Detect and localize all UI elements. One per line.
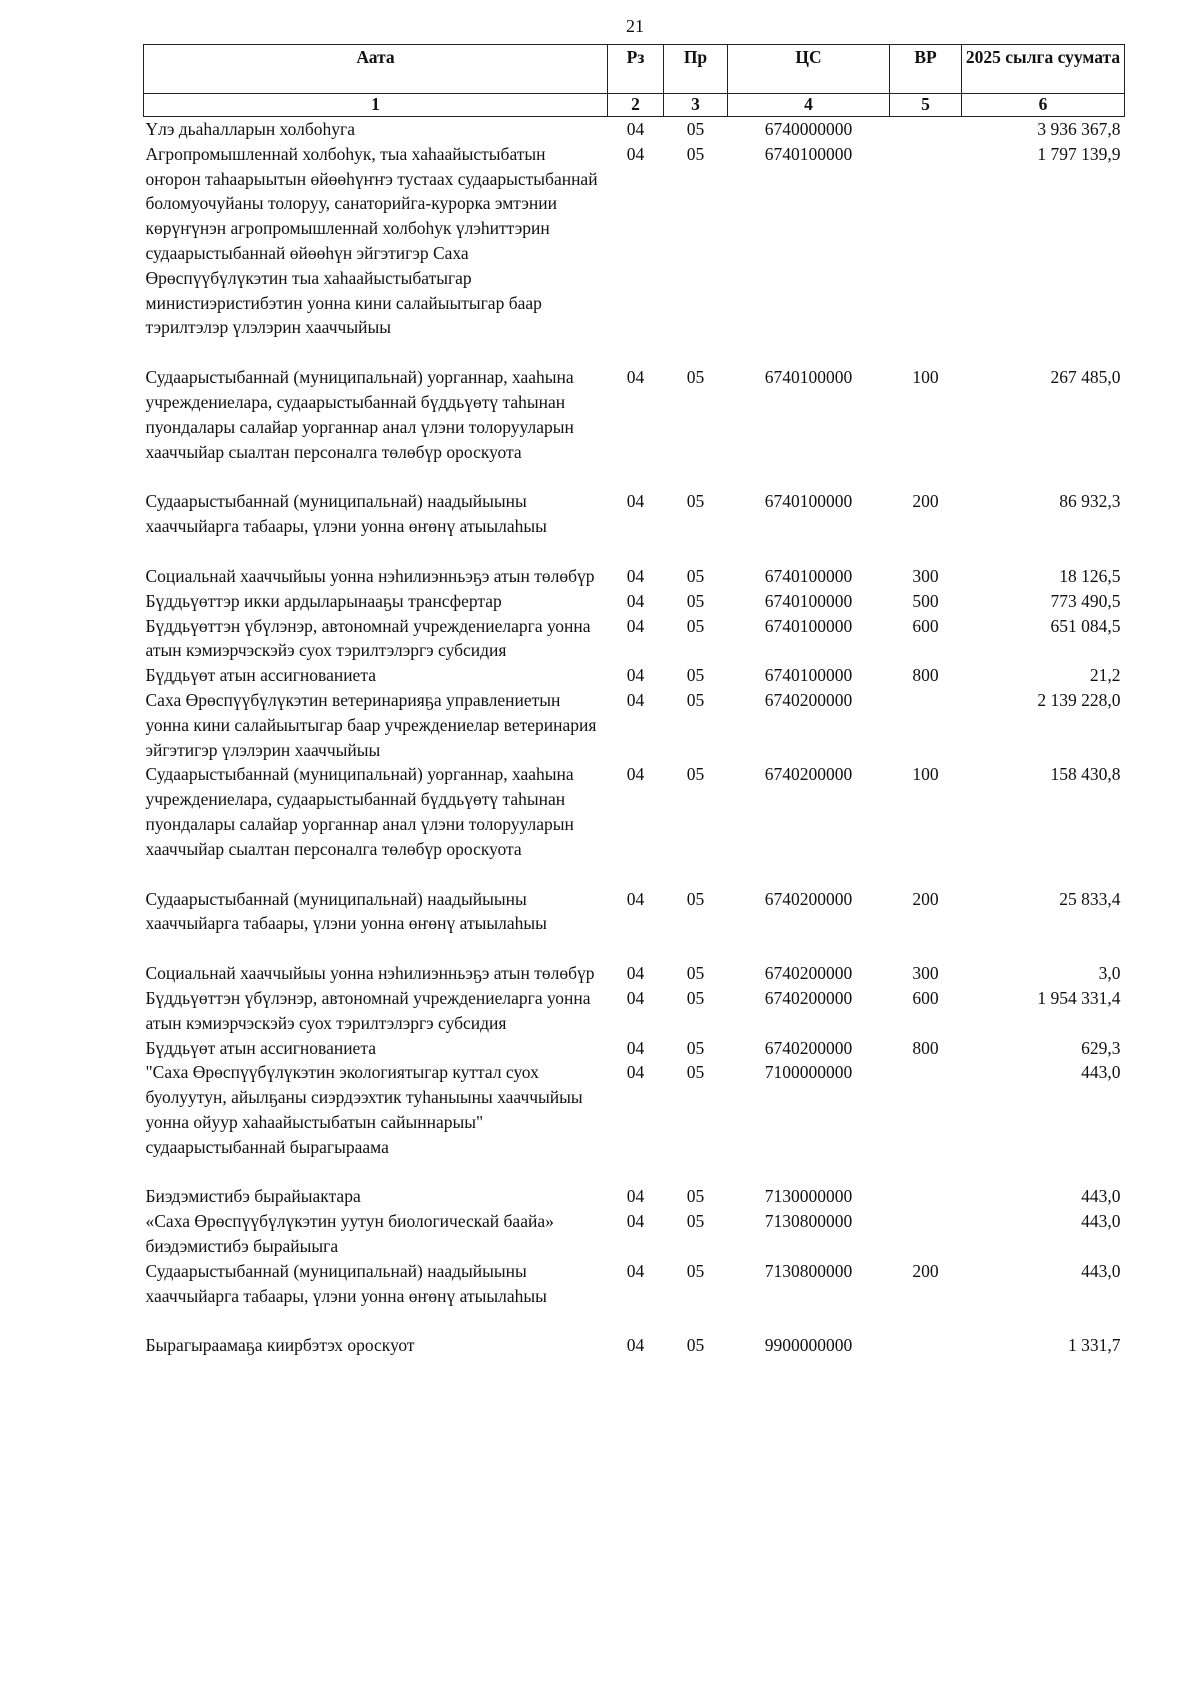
row-rz: 04 — [626, 665, 645, 686]
row-cs: 6740100000 — [764, 590, 853, 611]
table-row — [144, 762, 1125, 886]
row-vr: 300 — [912, 963, 939, 984]
row-vr: 800 — [912, 665, 939, 686]
row-vr: 200 — [912, 1260, 939, 1281]
table-row — [144, 614, 1125, 664]
header-name: Аата — [144, 45, 608, 94]
row-name: Агропромышленнай холбоһук, тыа хаһаайыстыбатын оҥорон таһаарыытын өйөөһүҥҥэ тустаах судаарыстыбаннай боломуочуйаны толоруу, санаторийга-курорка эмтэнии көрүҥүнэн агропромышленнай холбоһук үлэһиттэрин судаарыстыбаннай өйөөһүн эйгэтигэр Саха Өрөспүүбүлүкэтин тыа хаһаайыстыбатыгар министиэристибэтин уонна кини салайыытыгар баар тэрилтэлэр үлэлэрин хааччыйыы — [145, 143, 598, 338]
table-row — [144, 589, 1125, 614]
row-vr — [890, 142, 962, 365]
row-rz: 04 — [626, 689, 645, 710]
row-name: Бүддьүөт атын ассигнованиета — [145, 1037, 376, 1058]
row-amount: 629,3 — [1081, 1037, 1121, 1058]
row-cs: 6740200000 — [764, 689, 853, 710]
row-name: Бүддьүөт атын ассигнованиета — [145, 665, 376, 686]
row-pr: 05 — [686, 1062, 705, 1083]
row-cs: 7100000000 — [764, 1062, 853, 1083]
row-name: Бүддьүөттэр икки ардыларынааҕы трансфертар — [145, 590, 502, 611]
row-vr — [890, 1333, 962, 1358]
row-amount: 443,0 — [1081, 1186, 1121, 1207]
row-cs: 6740100000 — [764, 143, 853, 164]
column-number: 4 — [728, 94, 890, 117]
row-name: Социальнай хааччыйыы уонна нэһилиэнньэҕэ атын төлөбүр — [145, 565, 595, 586]
row-cs: 9900000000 — [764, 1335, 853, 1356]
row-rz: 04 — [626, 590, 645, 611]
row-vr — [890, 1184, 962, 1209]
table-row — [144, 688, 1125, 762]
row-pr: 05 — [686, 665, 705, 686]
table-row — [144, 142, 1125, 365]
column-number: 2 — [608, 94, 664, 117]
row-vr: 100 — [912, 367, 939, 388]
row-vr: 600 — [912, 987, 939, 1008]
row-vr: 600 — [912, 615, 939, 636]
row-cs: 7130800000 — [764, 1211, 853, 1232]
row-rz: 04 — [626, 888, 645, 909]
row-cs: 7130000000 — [764, 1186, 853, 1207]
row-rz: 04 — [626, 615, 645, 636]
row-name: Судаарыстыбаннай (муниципальнай) уорганнар, хааһына учреждениелара, судаарыстыбаннай бүддьүөтү таһынан пуондалары салайар уорганнар анал үлэни толорууларын хааччыйар сыалтан персоналга төлөбүр ороскуота — [145, 764, 574, 859]
header-pr: Пр — [664, 45, 728, 94]
table-row — [144, 986, 1125, 1036]
row-rz: 04 — [626, 1037, 645, 1058]
row-name: Саха Өрөспүүбүлүкэтин ветеринарияҕа управлениетын уонна кини салайыытыгар баар учреждениелар ветеринария эйгэтигэр үлэлэрин хааччыйыы — [145, 689, 597, 760]
row-name: Судаарыстыбаннай (муниципальнай) наадыйыыны хааччыйарга табаары, үлэни уонна өҥөнү атыылаһыы — [145, 1260, 547, 1306]
row-cs: 6740200000 — [764, 987, 853, 1008]
row-amount: 443,0 — [1081, 1211, 1121, 1232]
row-pr: 05 — [686, 963, 705, 984]
header-vr: ВР — [890, 45, 962, 94]
row-amount: 1 954 331,4 — [1037, 987, 1121, 1008]
row-cs: 6740100000 — [764, 367, 853, 388]
header-cs: ЦС — [728, 45, 890, 94]
row-vr: 100 — [912, 764, 939, 785]
table-row — [144, 1060, 1125, 1184]
row-cs: 6740000000 — [764, 119, 853, 139]
row-name: Бырагыраамаҕа киирбэтэх ороскуот — [145, 1335, 415, 1356]
row-amount: 3 936 367,8 — [1037, 119, 1121, 139]
row-pr: 05 — [686, 888, 705, 909]
row-pr: 05 — [686, 590, 705, 611]
page-number: 21 — [626, 16, 644, 36]
row-amount: 158 430,8 — [1050, 764, 1121, 785]
row-vr — [890, 1060, 962, 1184]
row-cs: 6740200000 — [764, 888, 853, 909]
row-pr: 05 — [686, 367, 705, 388]
row-amount: 443,0 — [1081, 1260, 1121, 1281]
row-pr: 05 — [686, 491, 705, 512]
row-vr: 200 — [912, 888, 939, 909]
row-name: Социальнай хааччыйыы уонна нэһилиэнньэҕэ атын төлөбүр — [145, 963, 595, 984]
row-pr: 05 — [686, 1211, 705, 1232]
row-cs: 6740200000 — [764, 963, 853, 984]
row-amount: 2 139 228,0 — [1037, 689, 1121, 710]
table-row — [144, 1184, 1125, 1209]
row-vr — [890, 117, 962, 142]
table-row — [144, 489, 1125, 564]
row-cs: 6740100000 — [764, 491, 853, 512]
table-row — [144, 117, 1125, 142]
row-pr: 05 — [686, 764, 705, 785]
row-rz: 04 — [626, 987, 645, 1008]
header-row — [144, 45, 1125, 94]
column-number: 1 — [144, 94, 608, 117]
row-name: Бүддьүөттэн үбүлэнэр, автономнай учреждениеларга уонна атын кэмиэрчэскэйэ суох тэрилтэлэргэ субсидия — [145, 987, 591, 1033]
row-vr — [890, 688, 962, 762]
row-amount: 86 932,3 — [1059, 491, 1121, 512]
row-rz: 04 — [626, 1062, 645, 1083]
row-vr: 500 — [912, 590, 939, 611]
row-rz: 04 — [626, 119, 645, 139]
table-row — [144, 663, 1125, 688]
table-row — [144, 1209, 1125, 1259]
row-pr: 05 — [686, 987, 705, 1008]
column-number-row — [144, 94, 1125, 117]
table-header — [144, 45, 1125, 117]
row-cs: 7130800000 — [764, 1260, 853, 1281]
column-number: 6 — [962, 94, 1125, 117]
row-rz: 04 — [626, 143, 645, 164]
table-row — [144, 365, 1125, 489]
row-pr: 05 — [686, 1037, 705, 1058]
row-pr: 05 — [686, 1335, 705, 1356]
table-row — [144, 1333, 1125, 1358]
row-amount: 773 490,5 — [1050, 590, 1121, 611]
row-pr: 05 — [686, 565, 705, 586]
row-vr — [890, 1209, 962, 1259]
row-cs: 6740100000 — [764, 565, 853, 586]
row-amount: 1 331,7 — [1068, 1335, 1121, 1356]
row-amount: 443,0 — [1081, 1062, 1121, 1083]
row-cs: 6740200000 — [764, 764, 853, 785]
row-rz: 04 — [626, 1186, 645, 1207]
row-rz: 04 — [626, 491, 645, 512]
row-cs: 6740200000 — [764, 1037, 853, 1058]
row-name: Судаарыстыбаннай (муниципальнай) уорганнар, хааһына учреждениелара, судаарыстыбаннай бүддьүөтү таһынан пуондалары салайар уорганнар анал үлэни толорууларын хааччыйар сыалтан персоналга төлөбүр ороскуота — [145, 367, 574, 462]
row-rz: 04 — [626, 1211, 645, 1232]
column-number: 3 — [664, 94, 728, 117]
column-number: 5 — [890, 94, 962, 117]
table-row — [144, 564, 1125, 589]
table-row — [144, 961, 1125, 986]
row-amount: 1 797 139,9 — [1037, 143, 1121, 164]
table-row — [144, 887, 1125, 962]
row-pr: 05 — [686, 615, 705, 636]
table-body — [144, 117, 1125, 1359]
row-rz: 04 — [626, 565, 645, 586]
row-pr: 05 — [686, 119, 705, 139]
row-name: Биэдэмистибэ бырайыактара — [145, 1186, 361, 1207]
row-name: Үлэ дьаһалларын холбоһуга — [145, 119, 355, 139]
header-rz: Рз — [608, 45, 664, 94]
row-rz: 04 — [626, 963, 645, 984]
row-name: Судаарыстыбаннай (муниципальнай) наадыйыыны хааччыйарга табаары, үлэни уонна өҥөнү атыылаһыы — [145, 888, 547, 934]
row-pr: 05 — [686, 1260, 705, 1281]
table-row — [144, 1259, 1125, 1334]
row-amount: 25 833,4 — [1059, 888, 1121, 909]
row-cs: 6740100000 — [764, 615, 853, 636]
row-name: Бүддьүөттэн үбүлэнэр, автономнай учреждениеларга уонна атын кэмиэрчэскэйэ суох тэрилтэлэргэ субсидия — [145, 615, 591, 661]
row-name: Судаарыстыбаннай (муниципальнай) наадыйыыны хааччыйарга табаары, үлэни уонна өҥөнү атыылаһыы — [145, 491, 547, 537]
header-amount: 2025 сылга суумата — [962, 45, 1125, 94]
table-row — [144, 1036, 1125, 1061]
row-pr: 05 — [686, 689, 705, 710]
row-name: «Саха Өрөспүүбүлүкэтин уутун биологическай баайа» биэдэмистибэ бырайыыга — [145, 1211, 554, 1257]
row-amount: 21,2 — [1089, 665, 1121, 686]
row-pr: 05 — [686, 1186, 705, 1207]
row-amount: 651 084,5 — [1050, 615, 1121, 636]
row-vr: 300 — [912, 565, 939, 586]
row-amount: 3,0 — [1098, 963, 1121, 984]
budget-table — [143, 44, 1125, 1358]
row-vr: 200 — [912, 491, 939, 512]
row-rz: 04 — [626, 1335, 645, 1356]
row-pr: 05 — [686, 143, 705, 164]
row-rz: 04 — [626, 764, 645, 785]
row-amount: 267 485,0 — [1050, 367, 1121, 388]
row-rz: 04 — [626, 1260, 645, 1281]
row-vr: 800 — [912, 1037, 939, 1058]
row-name: "Саха Өрөспүүбүлүкэтин экологиятыгар куттал суох буолуутун, айылҕаны сиэрдээхтик туһаныыны хааччыйыы уонна ойуур хаһаайыстыбатын сайыннарыы" судаарыстыбаннай бырагыраама — [145, 1062, 583, 1157]
row-rz: 04 — [626, 367, 645, 388]
row-cs: 6740100000 — [764, 665, 853, 686]
row-amount: 18 126,5 — [1059, 565, 1121, 586]
